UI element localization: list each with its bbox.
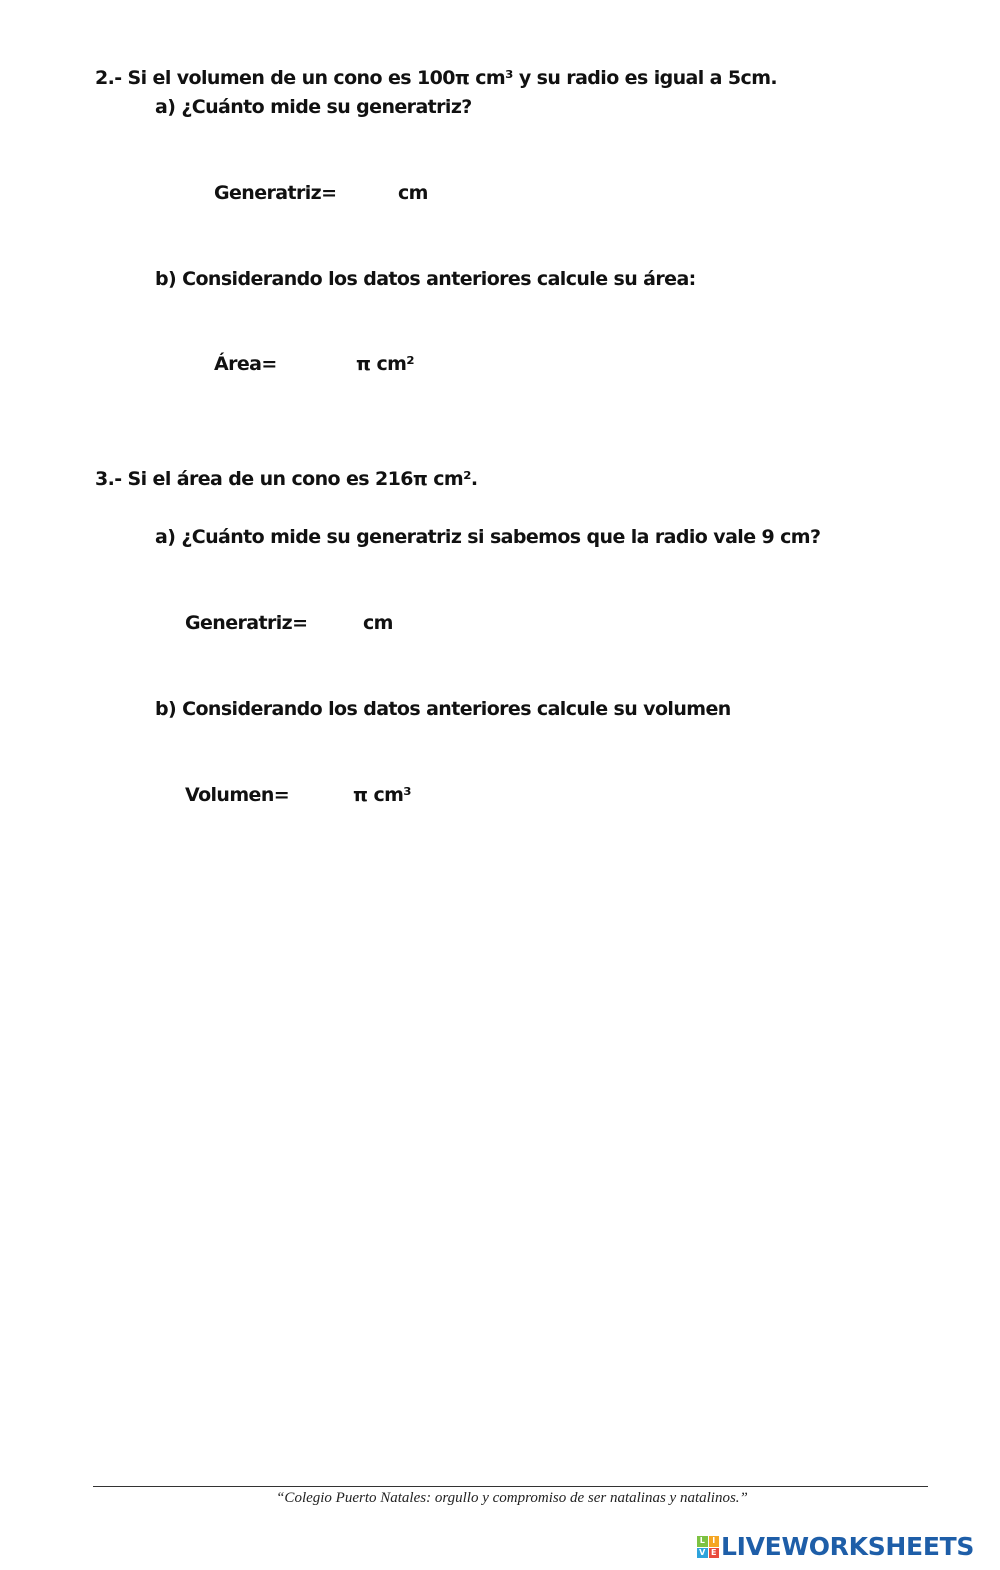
- problem-2b-answer-label: Área=: [214, 353, 277, 375]
- problem-3-statement: 3.- Si el área de un cono es 216π cm².: [95, 468, 478, 490]
- liveworksheets-brand: [697, 1533, 974, 1561]
- logo-letter-e: E: [709, 1548, 720, 1559]
- problem-2b-question: b) Considerando los datos anteriores calcule su área:: [155, 268, 696, 290]
- liveworksheets-logo-icon: [697, 1536, 719, 1558]
- problem-3a-question: a) ¿Cuánto mide su generatriz si sabemos que la radio vale 9 cm?: [155, 526, 821, 548]
- problem-3b-answer-label: Volumen=: [185, 784, 290, 806]
- footer-divider: [93, 1486, 928, 1487]
- liveworksheets-wordmark: LIVEWORKSHEETS: [721, 1532, 975, 1561]
- problem-2-statement: 2.- Si el volumen de un cono es 100π cm³ y su radio es igual a 5cm.: [95, 67, 778, 89]
- problem-2a-question: a) ¿Cuánto mide su generatriz?: [155, 96, 472, 118]
- problem-2a-unit: cm: [398, 182, 428, 204]
- logo-letter-v: V: [697, 1548, 708, 1559]
- problem-3a-answer-label: Generatriz=: [185, 612, 308, 634]
- problem-3b-question: b) Considerando los datos anteriores calcule su volumen: [155, 698, 731, 720]
- problem-2b-unit: π cm²: [356, 353, 415, 375]
- problem-2a-answer-label: Generatriz=: [214, 182, 337, 204]
- problem-3a-unit: cm: [363, 612, 393, 634]
- logo-letter-i: I: [709, 1536, 720, 1547]
- problem-3b-unit: π cm³: [353, 784, 412, 806]
- logo-letter-l: L: [697, 1536, 708, 1547]
- footer-quote: “Colegio Puerto Natales: orgullo y compromiso de ser natalinas y natalinos.”: [276, 1490, 748, 1506]
